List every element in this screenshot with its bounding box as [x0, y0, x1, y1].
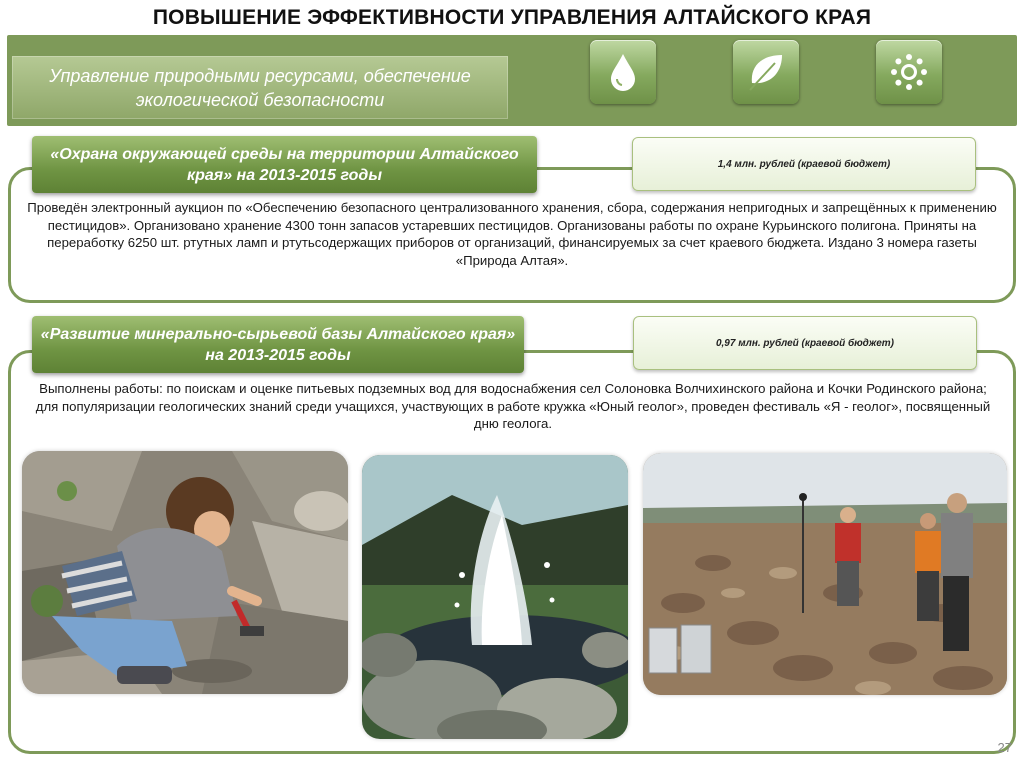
leaf-icon: [744, 50, 788, 94]
page-title: ПОВЫШЕНИЕ ЭФФЕКТИВНОСТИ УПРАВЛЕНИЯ АЛТАЙСКОГО КРАЯ: [152, 6, 872, 29]
sun-button[interactable]: [876, 40, 942, 104]
section-minerals-budget: [633, 316, 977, 370]
section-environment-budget: [632, 137, 976, 191]
water-drop-button[interactable]: [590, 40, 656, 104]
page-number: 27: [997, 740, 1012, 755]
photo-young-geologist: [22, 451, 348, 694]
banner-label: [12, 56, 508, 119]
section-minerals-budget-text: 0,97 млн. рублей (краевой бюджет): [715, 337, 895, 349]
section-environment-heading: [32, 136, 537, 193]
section-minerals-heading-text: «Развитие минерально-сырьевой базы Алтайского края» на 2013-2015 годы: [40, 325, 516, 364]
section-minerals-heading: [32, 316, 524, 373]
leaf-button[interactable]: [733, 40, 799, 104]
water-drop-icon: [603, 50, 643, 94]
photo-water-spring: [362, 455, 628, 739]
banner-label-text: Управление природными ресурсами, обеспечение экологической безопасности: [49, 65, 471, 110]
sun-icon: [887, 50, 931, 94]
section-environment-budget-text: 1,4 млн. рублей (краевой бюджет): [717, 158, 891, 170]
section-minerals-text: Выполнены работы: по поискам и оценке питьевых подземных вод для водоснабжения сел Солоновка Волчихинского района и Кочки Родинского района; для популяризации геологических знаний среди учащихся, участвующих в работе кружка «Юный геолог», проведен фестиваль «Я - геолог», посвященный дню геолога.: [35, 381, 991, 431]
section-environment-text: Проведён электронный аукцион по «Обеспечению безопасного централизованного хранения, сбора, содержания непригодных и запрещённых к применению пестицидов». Организовано хранение 4300 тонн запасов устаревших пестицидов. Организованы работы по охране Курьинского полигона. Приняты на переработку 6250 шт. ртутных ламп и ртутьсодержащих приборов от организаций, финансируемых за счет краевого бюджета. Издано 3 номера газеты «Природа Алтая».: [27, 200, 997, 268]
section-environment-heading-text: «Охрана окружающей среды на территории Алтайского края» на 2013-2015 годы: [50, 145, 519, 184]
photo-field-geologists: [643, 453, 1007, 695]
